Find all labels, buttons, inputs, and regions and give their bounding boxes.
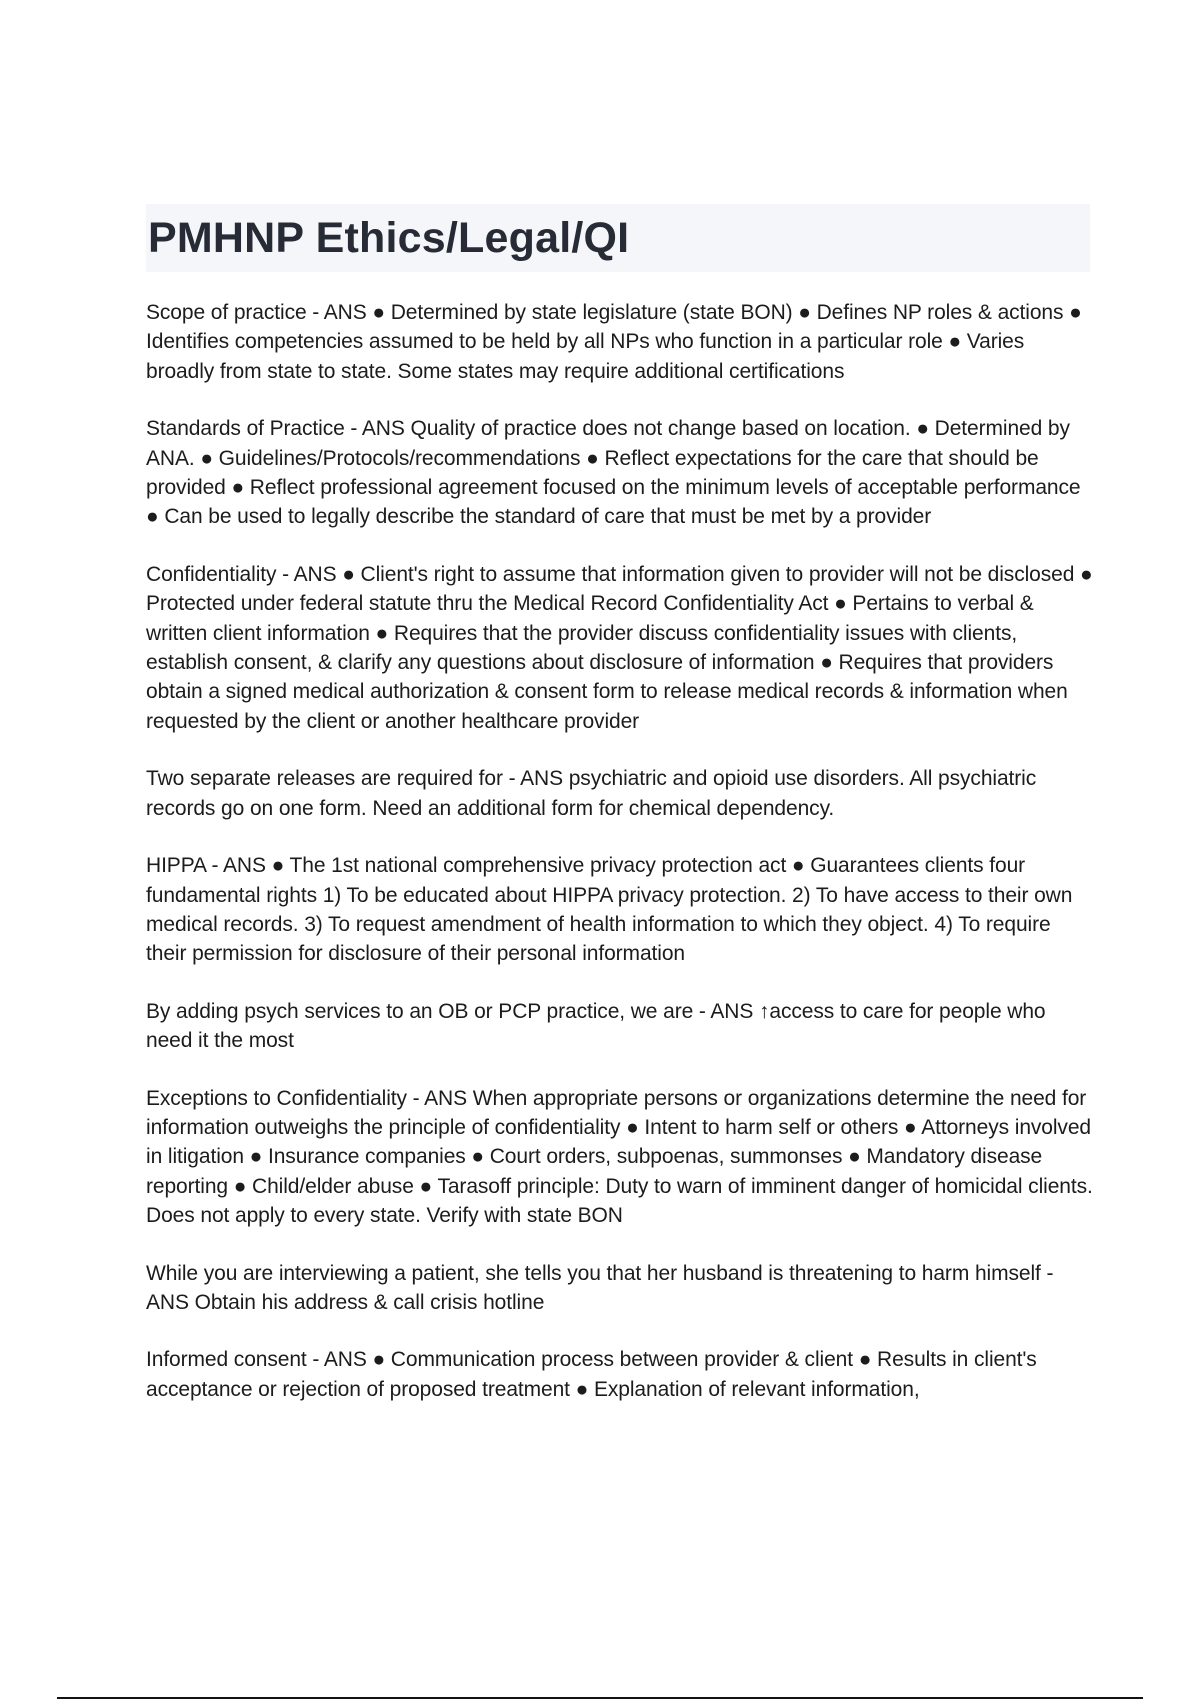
entry-two-separate-releases: Two separate releases are required for - ANS psychiatric and opioid use disorders. All psychiatric records go on one form. Need an additional form for chemical dependency.	[146, 767, 1037, 820]
page-title: PMHNP Ethics/Legal/QI	[148, 213, 630, 262]
entry-husband-threatening: While you are interviewing a patient, she tells you that her husband is threatening to harm himself - ANS Obtain his address & call crisis hotline	[146, 1261, 1054, 1314]
entry-informed-consent: Informed consent - ANS ● Communication process between provider & client ● Results in client's acceptance or rejection of proposed treatment ● Explanation of relevant information,	[146, 1348, 1037, 1401]
entry-standards-of-practice: Standards of Practice - ANS Quality of practice does not change based on location. ● Determined by ANA. ● Guidelines/Protocols/recommendations ● Reflect expectations for the care that should be provided ● Reflect professional agreement focused on the minimum levels of acceptable performance ● Can be used to legally describe the standard of care that must be met by a provider	[146, 417, 1081, 529]
document-body	[146, 298, 1096, 1432]
entry-exceptions-to-confidentiality: Exceptions to Confidentiality - ANS When appropriate persons or organizations determine the need for information outweighs the principle of confidentiality ● Intent to harm self or others ● Attorneys involved in litigation ● Insurance companies ● Court orders, subpoenas, summonses ● Mandatory disease reporting ● Child/elder abuse ● Tarasoff principle: Duty to warn of imminent danger of homicidal clients. Does not apply to every state. Verify with state BON	[146, 1086, 1093, 1228]
page-bottom-rule	[57, 1697, 1143, 1699]
entry-scope-of-practice: Scope of practice - ANS ● Determined by state legislature (state BON) ● Defines NP roles & actions ● Identifies competencies assumed to be held by all NPs who function in a particular role ● Varies broadly from state to state. Some states may require additional certifications	[146, 301, 1082, 383]
entry-hippa: HIPPA - ANS ● The 1st national comprehensive privacy protection act ● Guarantees clients four fundamental rights 1) To be educated about HIPPA privacy protection. 2) To have access to their own medical records. 3) To request amendment of health information to which they object. 4) To require their permission for disclosure of their personal information	[146, 854, 1073, 966]
entry-psych-services: By adding psych services to an OB or PCP practice, we are - ANS ↑access to care for people who need it the most	[146, 999, 1046, 1053]
entry-confidentiality: Confidentiality - ANS ● Client's right to assume that information given to provider will not be disclosed ● Protected under federal statute thru the Medical Record Confidentiality Act ● Pertains to verbal & written client information ● Requires that the provider discuss confidentiality issues with clients, establish consent, & clarify any questions about disclosure of information ● Requires that providers obtain a signed medical authorization & consent form to release medical records & information when requested by the client or another healthcare provider	[146, 562, 1093, 733]
title-band	[146, 204, 1090, 272]
